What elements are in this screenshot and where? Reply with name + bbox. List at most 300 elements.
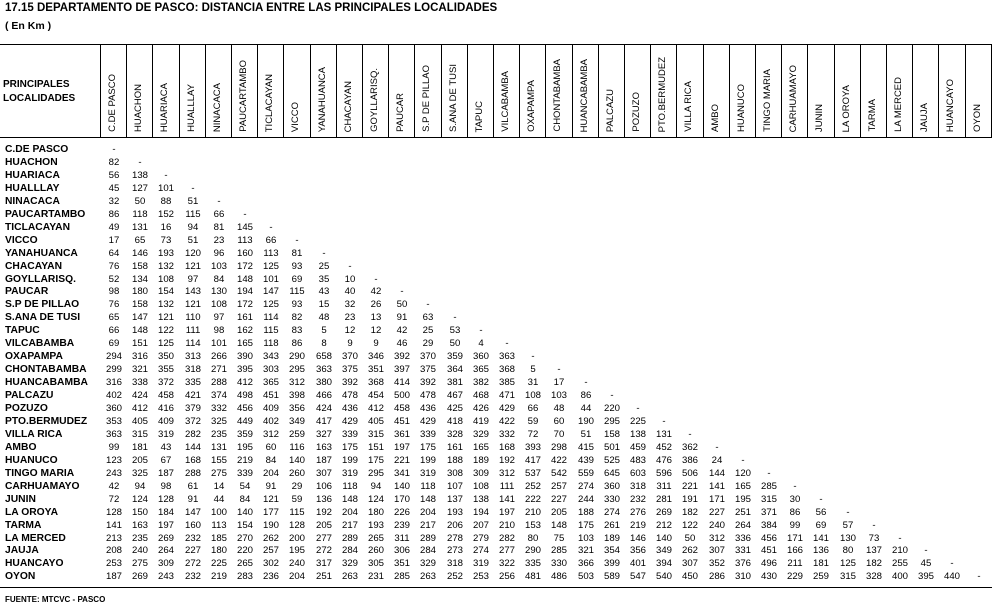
column-header: CHACAYAN (343, 80, 354, 132)
distance-cell: 458 (393, 403, 410, 414)
distance-cell: 154 (157, 286, 174, 298)
distance-cell: 72 (108, 493, 120, 505)
distance-cell: 97 (187, 273, 199, 285)
distance-cell: 227 (184, 545, 201, 557)
distance-cell: 144 (708, 467, 725, 479)
distance-cell: 277 (498, 545, 515, 557)
distance-cell: 45 (108, 182, 120, 194)
table-row (0, 273, 992, 286)
distance-cell: 82 (291, 312, 303, 324)
column-header: TINGO MARIA (762, 69, 773, 132)
distance-cell: 175 (577, 519, 594, 531)
distance-cell: 122 (157, 325, 174, 337)
table-row (0, 493, 992, 506)
distance-cell: - (400, 286, 404, 298)
column-header: VICCO (290, 101, 301, 132)
distance-cell: 313 (184, 351, 201, 363)
distance-cell: - (977, 571, 981, 583)
row-label: CARHUAMAYO (5, 480, 80, 492)
distance-cell: 232 (184, 571, 201, 583)
distance-cell: 162 (236, 325, 253, 337)
distance-cell: 193 (446, 506, 463, 518)
distance-cell: - (295, 234, 299, 246)
distance-cell: 596 (655, 467, 672, 479)
distance-cell: 180 (131, 286, 148, 298)
distance-cell: 244 (577, 493, 594, 505)
distance-cell: 251 (734, 506, 751, 518)
distance-cell: 140 (236, 506, 253, 518)
row-label: PALCAZU (5, 390, 54, 402)
distance-cell: 450 (681, 571, 698, 583)
column-divider (283, 44, 284, 138)
distance-cell: 154 (236, 519, 253, 531)
distance-cell: 330 (550, 558, 567, 570)
distance-cell: 53 (449, 325, 461, 337)
distance-cell: 204 (341, 506, 358, 518)
distance-cell: 226 (393, 506, 410, 518)
distance-cell: 243 (105, 467, 122, 479)
distance-cell: 382 (472, 377, 489, 389)
distance-cell: 86 (580, 390, 592, 402)
distance-cell: 540 (655, 571, 672, 583)
distance-cell: 235 (131, 532, 148, 544)
distance-cell: 48 (318, 312, 330, 324)
distance-cell: 205 (131, 454, 148, 466)
distance-cell: 161 (446, 441, 463, 453)
distance-cell: 327 (315, 428, 332, 440)
distance-cell: 319 (472, 558, 489, 570)
distance-cell: 381 (446, 377, 463, 389)
distance-cell: 138 (131, 169, 148, 181)
distance-cell: 359 (446, 351, 463, 363)
distance-cell: 98 (108, 286, 120, 298)
table-row (0, 441, 992, 454)
distance-cell: 298 (550, 441, 567, 453)
distance-cell: 195 (236, 441, 253, 453)
distance-cell: 23 (344, 312, 356, 324)
row-label: VILCABAMBA (5, 338, 75, 350)
distance-cell: 84 (239, 493, 251, 505)
column-header: HUANUCO (736, 83, 747, 132)
distance-cell: 165 (734, 480, 751, 492)
distance-cell: 232 (184, 532, 201, 544)
row-label: PAUCARTAMBO (5, 208, 86, 220)
distance-cell: 84 (265, 454, 277, 466)
distance-cell: 204 (262, 467, 279, 479)
table-row (0, 428, 992, 441)
column-divider (152, 44, 153, 138)
distance-cell: 359 (236, 428, 253, 440)
distance-cell: - (924, 545, 928, 557)
distance-cell: 158 (131, 260, 148, 272)
distance-cell: 213 (105, 532, 122, 544)
distance-cell: 414 (393, 377, 410, 389)
distance-cell: 219 (236, 454, 253, 466)
distance-cell: 72 (527, 428, 539, 440)
distance-cell: 318 (629, 480, 646, 492)
distance-cell: 17 (108, 234, 120, 246)
distance-cell: 225 (629, 415, 646, 427)
distance-cell: 356 (629, 545, 646, 557)
distance-cell: 172 (236, 299, 253, 311)
distance-cell: 424 (315, 403, 332, 414)
column-header: VILLA RICA (683, 81, 694, 132)
distance-cell: 91 (396, 312, 408, 324)
distance-cell: 148 (341, 493, 358, 505)
distance-cell: 147 (184, 506, 201, 518)
distance-cell: 283 (236, 571, 253, 583)
distance-cell: 42 (108, 480, 120, 492)
distance-cell: 390 (236, 351, 253, 363)
distance-cell: 43 (318, 286, 330, 298)
distance-cell: 131 (210, 441, 227, 453)
distance-cell: 316 (131, 351, 148, 363)
distance-cell: 93 (291, 260, 303, 272)
distance-cell: 430 (760, 571, 777, 583)
distance-cell: 454 (367, 390, 384, 402)
distance-cell: 153 (524, 519, 541, 531)
column-divider (624, 44, 625, 138)
distance-cell: 365 (472, 364, 489, 376)
distance-cell: 24 (711, 454, 723, 466)
distance-cell: 240 (708, 519, 725, 531)
distance-cell: 232 (629, 493, 646, 505)
distance-cell: 264 (157, 545, 174, 557)
distance-cell: - (950, 558, 954, 570)
column-divider (860, 44, 861, 138)
distance-cell: 274 (577, 480, 594, 492)
distance-cell: 290 (288, 351, 305, 363)
column-divider (414, 44, 415, 138)
distance-cell: 331 (734, 545, 751, 557)
distance-cell: 412 (367, 403, 384, 414)
distance-cell: 332 (210, 403, 227, 414)
distance-cell: 32 (108, 195, 120, 207)
distance-cell: - (453, 312, 457, 324)
distance-table (0, 44, 992, 587)
distance-cell: 206 (446, 519, 463, 531)
distance-cell: 306 (393, 545, 410, 557)
distance-cell: 108 (157, 273, 174, 285)
distance-cell: 360 (105, 403, 122, 414)
table-row (0, 454, 992, 467)
distance-cell: 284 (419, 545, 436, 557)
table-row (0, 247, 992, 260)
column-header: LA MERCED (893, 77, 904, 132)
distance-cell: 496 (760, 558, 777, 570)
column-divider (965, 44, 966, 138)
distance-cell: 589 (603, 571, 620, 583)
distance-cell: 260 (288, 467, 305, 479)
distance-cell: 372 (184, 415, 201, 427)
distance-cell: 127 (131, 182, 148, 194)
column-header: PAUCARTAMBO (238, 60, 249, 132)
distance-cell: 180 (367, 506, 384, 518)
distance-cell: 128 (288, 519, 305, 531)
distance-cell: 98 (160, 480, 172, 492)
column-header: VILCABAMBA (500, 71, 511, 132)
distance-cell: 9 (373, 338, 379, 350)
distance-cell: 42 (396, 325, 408, 337)
column-header: LA OROYA (841, 84, 852, 132)
page-title: 17.15 DEPARTAMENTO DE PASCO: DISTANCIA ENTRE LAS PRINCIPALES LOCALIDADES (5, 2, 498, 14)
distance-cell: 12 (370, 325, 382, 337)
distance-cell: - (610, 390, 614, 402)
row-label: POZUZO (5, 403, 48, 414)
distance-cell: 60 (265, 441, 277, 453)
distance-cell: 295 (288, 364, 305, 376)
distance-cell: - (557, 364, 561, 376)
distance-cell: 384 (760, 519, 777, 531)
distance-cell: 481 (524, 571, 541, 583)
column-divider (519, 44, 520, 138)
column-header: HUACHON (133, 83, 144, 132)
distance-cell: 44 (213, 493, 225, 505)
row-label: HUANCAYO (5, 558, 64, 570)
distance-cell: 349 (655, 545, 672, 557)
column-header: CHONTABAMBA (552, 59, 563, 132)
distance-cell: 182 (865, 558, 882, 570)
column-header: PAUCAR (395, 93, 406, 132)
distance-cell: 91 (265, 480, 277, 492)
distance-cell: 315 (760, 493, 777, 505)
column-header: POZUZO (631, 92, 642, 132)
distance-cell: 375 (419, 364, 436, 376)
row-label: C.DE PASCO (5, 144, 69, 155)
distance-cell: 192 (498, 454, 515, 466)
table-row (0, 467, 992, 480)
distance-cell: 486 (550, 571, 567, 583)
distance-cell: 181 (131, 441, 148, 453)
distance-cell: 395 (917, 571, 934, 583)
table-row (0, 415, 992, 428)
column-divider (834, 44, 835, 138)
column-divider (755, 44, 756, 138)
distance-cell: 177 (262, 506, 279, 518)
row-label: LA OROYA (5, 506, 59, 518)
distance-cell: 125 (262, 260, 279, 272)
distance-cell: 165 (236, 338, 253, 350)
column-divider (179, 44, 180, 138)
distance-cell: 350 (157, 351, 174, 363)
distance-cell: 151 (131, 338, 148, 350)
distance-cell: 339 (236, 467, 253, 479)
distance-cell: 290 (524, 545, 541, 557)
distance-cell: 163 (315, 441, 332, 453)
row-label: VICCO (5, 234, 38, 246)
distance-cell: 56 (108, 169, 120, 181)
column-header: GOYLLARISQ. (369, 68, 380, 132)
header-rule (0, 137, 992, 138)
distance-cell: 537 (524, 467, 541, 479)
distance-cell: 335 (524, 558, 541, 570)
distance-cell: 329 (472, 428, 489, 440)
distance-cell: 476 (655, 454, 672, 466)
distance-cell: 321 (577, 545, 594, 557)
distance-cell: 227 (550, 493, 567, 505)
distance-cell: 277 (315, 532, 332, 544)
distance-cell: 394 (655, 558, 672, 570)
column-divider (310, 44, 311, 138)
distance-cell: 205 (550, 506, 567, 518)
distance-cell: 210 (524, 506, 541, 518)
distance-cell: - (662, 415, 666, 427)
distance-cell: - (872, 519, 876, 531)
distance-cell: 108 (524, 390, 541, 402)
distance-cell: 365 (262, 377, 279, 389)
row-label: HUALLLAY (5, 182, 60, 194)
distance-cell: 148 (131, 325, 148, 337)
distance-cell: 289 (419, 532, 436, 544)
distance-cell: 211 (787, 558, 803, 570)
distance-cell: 217 (419, 519, 436, 531)
distance-cell: 175 (367, 454, 384, 466)
table-row (0, 376, 992, 389)
distance-cell: 82 (108, 156, 120, 168)
row-label: TARMA (5, 519, 42, 531)
distance-cell: 158 (131, 299, 148, 311)
distance-cell: 57 (842, 519, 854, 531)
distance-cell: 363 (315, 364, 332, 376)
column-divider (598, 44, 599, 138)
distance-cell: 449 (236, 415, 253, 427)
distance-cell: 150 (131, 506, 148, 518)
distance-cell: 145 (236, 221, 253, 233)
row-label: NINACACA (5, 195, 60, 207)
distance-cell: 141 (812, 532, 829, 544)
distance-cell: - (767, 467, 771, 479)
distance-cell: 360 (603, 480, 620, 492)
distance-cell: 375 (341, 364, 358, 376)
distance-cell: - (243, 208, 247, 220)
distance-cell: 207 (472, 519, 489, 531)
distance-cell: 146 (131, 247, 148, 259)
distance-cell: 275 (131, 558, 148, 570)
distance-cell: 144 (184, 441, 201, 453)
distance-cell: 424 (131, 390, 148, 402)
distance-cell: 73 (868, 532, 880, 544)
distance-cell: 312 (498, 467, 515, 479)
distance-cell: 222 (524, 493, 541, 505)
column-divider (100, 44, 101, 138)
units-subtitle: ( En Km ) (5, 20, 52, 32)
distance-cell: 262 (681, 545, 698, 557)
distance-cell: 285 (550, 545, 567, 557)
distance-cell: 289 (341, 532, 358, 544)
distance-cell: 128 (105, 506, 122, 518)
distance-cell: - (584, 377, 588, 389)
distance-cell: 140 (288, 454, 305, 466)
table-bottom-rule (0, 587, 992, 588)
distance-cell: 103 (577, 532, 594, 544)
distance-cell: - (479, 325, 483, 337)
distance-cell: - (322, 247, 326, 259)
distance-cell: 97 (213, 312, 225, 324)
distance-cell: 425 (446, 403, 463, 414)
table-row (0, 221, 992, 234)
table-row (0, 557, 992, 570)
distance-cell: 478 (341, 390, 358, 402)
table-row (0, 506, 992, 519)
distance-cell: 205 (315, 519, 332, 531)
column-divider (441, 44, 442, 138)
distance-cell: 231 (367, 571, 384, 583)
distance-cell: 212 (655, 519, 672, 531)
distance-cell: 269 (131, 571, 148, 583)
distance-cell: 310 (734, 571, 751, 583)
distance-cell: 243 (157, 571, 174, 583)
distance-cell: 122 (681, 519, 698, 531)
distance-cell: 141 (498, 493, 515, 505)
distance-cell: 100 (210, 506, 227, 518)
distance-cell: 456 (760, 532, 777, 544)
distance-cell: 322 (498, 558, 515, 570)
distance-cell: 66 (527, 403, 539, 414)
distance-cell: 113 (211, 519, 227, 531)
distance-cell: 30 (789, 493, 801, 505)
distance-cell: 108 (210, 299, 227, 311)
distance-cell: 278 (446, 532, 463, 544)
column-header: TAPUC (474, 100, 485, 132)
distance-cell: 281 (655, 493, 672, 505)
column-divider (231, 44, 232, 138)
distance-cell: 309 (472, 467, 489, 479)
distance-cell: 193 (157, 247, 174, 259)
distance-cell: 86 (108, 208, 120, 220)
distance-cell: 148 (236, 273, 253, 285)
distance-cell: 229 (786, 571, 803, 583)
distance-cell: 412 (131, 403, 148, 414)
column-header: HUARIACA (159, 82, 170, 132)
distance-cell: 274 (472, 545, 489, 557)
distance-cell: 123 (105, 454, 122, 466)
distance-cell: 645 (603, 467, 620, 479)
distance-cell: 54 (239, 480, 251, 492)
distance-cell: 136 (315, 493, 332, 505)
distance-cell: 269 (655, 506, 672, 518)
distance-cell: 141 (708, 480, 725, 492)
distance-cell: 32 (344, 299, 356, 311)
distance-cell: 239 (393, 519, 410, 531)
table-row (0, 337, 992, 350)
distance-cell: 83 (291, 325, 303, 337)
distance-cell: 116 (289, 441, 305, 453)
distance-cell: 266 (210, 351, 227, 363)
distance-cell: 96 (213, 247, 225, 259)
column-header: HUANCABAMBA (579, 58, 590, 132)
distance-cell: 188 (577, 506, 594, 518)
distance-cell: 132 (157, 299, 174, 311)
distance-cell: 189 (603, 532, 620, 544)
distance-cell: 84 (213, 273, 225, 285)
distance-cell: 257 (262, 545, 279, 557)
column-header: HUALLLAY (186, 84, 197, 132)
column-header: S.ANA DE TUSI (448, 64, 459, 132)
distance-cell: 14 (213, 480, 225, 492)
distance-cell: 160 (236, 247, 253, 259)
distance-cell: 217 (341, 519, 358, 531)
distance-cell: 405 (131, 415, 148, 427)
distance-cell: 259 (288, 428, 305, 440)
distance-cell: 118 (263, 338, 279, 350)
distance-cell: 376 (734, 558, 751, 570)
distance-cell: 13 (370, 312, 382, 324)
distance-cell: 227 (708, 506, 725, 518)
distance-cell: 330 (603, 493, 620, 505)
distance-cell: 225 (210, 558, 227, 570)
distance-cell: 101 (210, 338, 227, 350)
distance-cell: 76 (108, 299, 120, 311)
